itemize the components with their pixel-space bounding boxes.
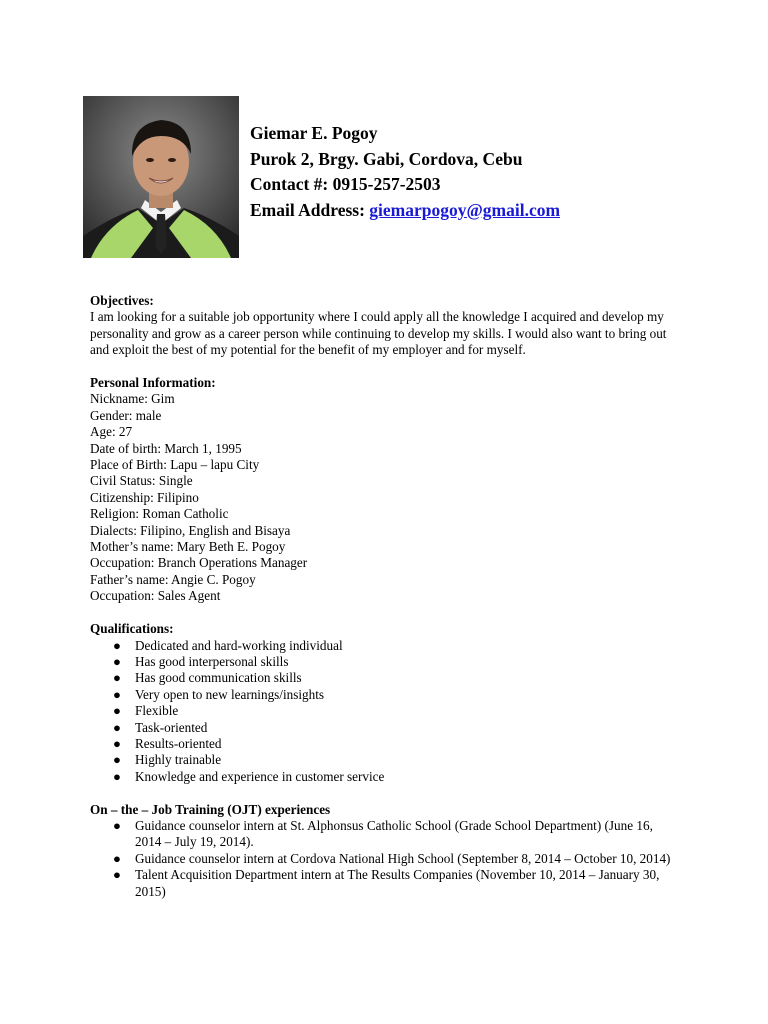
personal-info-item: Religion: Roman Catholic <box>90 506 229 522</box>
qualifications-title: Qualifications: <box>90 621 174 637</box>
list-item <box>90 687 680 703</box>
applicant-email-line <box>250 198 560 224</box>
list-item <box>90 736 680 752</box>
ojt-text: Talent Acquisition Department intern at The Results Companies (November 10, 2014 – January 30, 2015) <box>135 867 660 899</box>
qualifications-list <box>90 638 680 786</box>
email-link[interactable]: giemarpogoy@gmail.com <box>369 199 561 220</box>
applicant-name: Giemar E. Pogoy <box>250 123 378 143</box>
personal-info-item: Occupation: Sales Agent <box>90 588 221 604</box>
list-item <box>90 818 680 851</box>
personal-info-item: Occupation: Branch Operations Manager <box>90 555 308 571</box>
ojt-list <box>90 818 680 900</box>
qualification-text: Has good communication skills <box>135 670 302 686</box>
personal-info-item: Citizenship: Filipino <box>90 489 199 505</box>
objectives-text: I am looking for a suitable job opportunity where I could apply all the knowledge I acquired and develop my personality and grow as a career person while continuing to develop my skills. I would also want to bring out and exploit the best of my potential for the benefit of my employer and for myself. <box>90 309 667 358</box>
list-item <box>90 670 680 686</box>
personal-info-item: Age: 27 <box>90 424 133 440</box>
personal-info-list <box>90 391 680 604</box>
personal-info-item: Nickname: Gim <box>90 391 175 407</box>
personal-info-item: Mother’s name: Mary Beth E. Pogoy <box>90 539 286 555</box>
resume-body <box>90 293 680 900</box>
qualification-text: Results-oriented <box>135 735 222 751</box>
objectives-title: Objectives: <box>90 293 154 308</box>
ojt-text: Guidance counselor intern at St. Alphonsus Catholic School (Grade School Department) (June 16, 2014 – July 19, 2014). <box>135 817 653 850</box>
qualification-text: Dedicated and hard-working individual <box>135 637 343 653</box>
ojt-title: On – the – Job Training (OJT) experiences <box>90 801 331 817</box>
bullet-icon: ● <box>113 752 121 768</box>
qualification-text: Highly trainable <box>135 752 222 768</box>
list-item <box>90 769 680 785</box>
list-item <box>90 867 680 900</box>
applicant-address: Purok 2, Brgy. Gabi, Cordova, Cebu <box>250 148 523 169</box>
bullet-icon: ● <box>113 637 121 653</box>
qualification-text: Has good interpersonal skills <box>135 653 289 669</box>
bullet-icon: ● <box>113 719 121 735</box>
email-label: Email Address: <box>250 199 370 220</box>
qualification-text: Flexible <box>135 703 179 719</box>
bullet-icon: ● <box>113 686 121 702</box>
bullet-icon: ● <box>113 670 121 686</box>
profile-photo <box>83 96 239 258</box>
personal-info-item: Date of birth: March 1, 1995 <box>90 440 242 456</box>
bullet-icon: ● <box>113 653 121 669</box>
bullet-icon: ● <box>113 703 121 719</box>
personal-info-item: Dialects: Filipino, English and Bisaya <box>90 522 291 538</box>
portrait-image <box>83 96 239 258</box>
personal-info-item: Father’s name: Angie C. Pogoy <box>90 571 256 587</box>
list-item <box>90 851 680 867</box>
applicant-contact: Contact #: 0915-257-2503 <box>250 174 441 194</box>
personal-info-item: Civil Status: Single <box>90 473 193 489</box>
bullet-icon: ● <box>113 867 121 883</box>
bullet-icon: ● <box>113 850 121 866</box>
list-item <box>90 654 680 670</box>
list-item <box>90 638 680 654</box>
list-item <box>90 720 680 736</box>
qualification-text: Knowledge and experience in customer service <box>135 768 385 784</box>
list-item <box>90 752 680 768</box>
bullet-icon: ● <box>113 735 121 751</box>
personal-info-item: Place of Birth: Lapu – lapu City <box>90 457 260 473</box>
personal-info-title: Personal Information: <box>90 375 216 391</box>
qualification-text: Very open to new learnings/insights <box>135 686 324 702</box>
bullet-icon: ● <box>113 817 121 833</box>
qualification-text: Task-oriented <box>135 719 208 735</box>
ojt-text: Guidance counselor intern at Cordova National High School (September 8, 2014 – October 10, 2014) <box>135 850 671 866</box>
contact-header <box>250 121 560 223</box>
bullet-icon: ● <box>113 768 121 784</box>
personal-info-item: Gender: male <box>90 407 162 423</box>
list-item <box>90 703 680 719</box>
